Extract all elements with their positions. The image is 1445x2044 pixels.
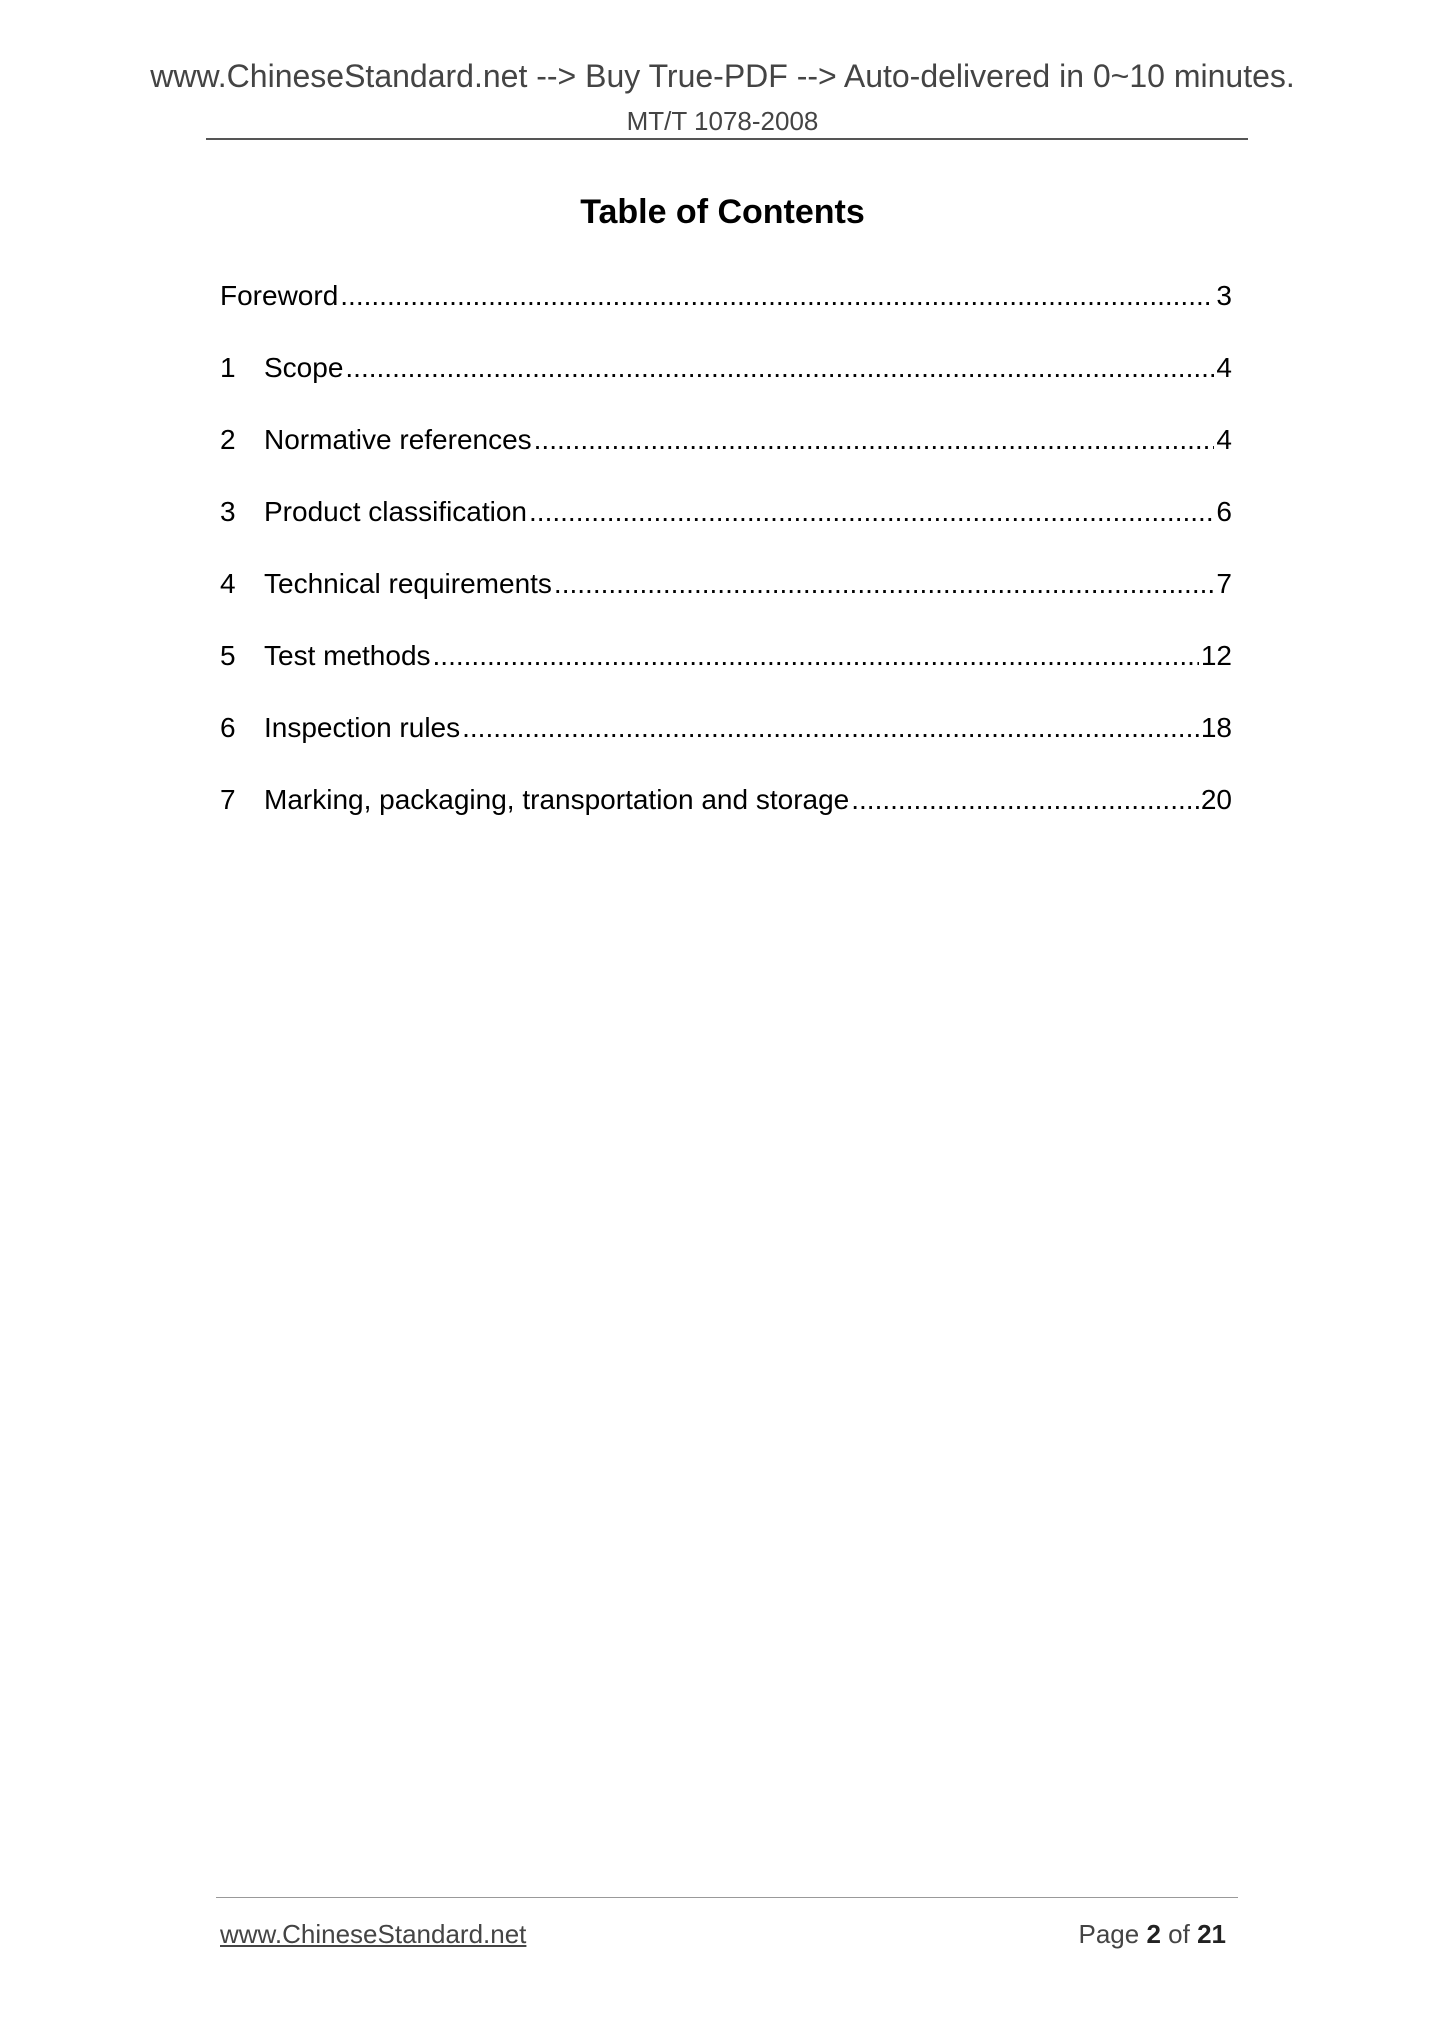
toc-entry-page: 4	[1216, 352, 1232, 383]
toc-entry-label: Foreword	[220, 280, 339, 311]
toc-entry-page: 20	[1200, 784, 1232, 815]
toc-entry-scope[interactable]	[220, 344, 1232, 416]
toc-entry-page: 4	[1216, 424, 1232, 455]
toc-title: Table of Contents	[580, 193, 865, 231]
footer-website-link[interactable]: www.ChineseStandard.net	[220, 1919, 527, 1949]
header-banner: www.ChineseStandard.net --> Buy True-PDF --> Auto-delivered in 0~10 minutes.	[150, 58, 1295, 94]
toc-entry-number: 1	[220, 352, 236, 383]
toc-entry-label: Inspection rules	[264, 712, 461, 743]
page-current: 2	[1146, 1919, 1161, 1949]
toc-entry-number: 2	[220, 424, 236, 455]
toc-entry-number: 7	[220, 784, 236, 815]
toc-entry-product-classification[interactable]	[220, 488, 1232, 560]
toc-entry-number: 6	[220, 712, 236, 743]
toc-leader-dots	[340, 272, 1214, 320]
toc-leader-dots	[462, 704, 1199, 752]
toc-leader-dots	[345, 344, 1214, 392]
footer-divider	[216, 1897, 1238, 1898]
toc-entry-label: Technical requirements	[264, 568, 552, 599]
toc-entry-number: 5	[220, 640, 236, 671]
toc-entry-number: 3	[220, 496, 236, 527]
toc-entry-page: 6	[1216, 496, 1232, 527]
toc-entry-page: 3	[1216, 280, 1232, 311]
header-divider	[206, 138, 1248, 140]
toc-list	[220, 272, 1232, 848]
toc-leader-dots	[534, 416, 1215, 464]
toc-entry-label: Scope	[264, 352, 344, 383]
page-total: 21	[1197, 1919, 1226, 1949]
toc-entry-page: 7	[1216, 568, 1232, 599]
toc-leader-dots	[554, 560, 1215, 608]
toc-entry-page: 18	[1200, 712, 1232, 743]
toc-entry-foreword[interactable]	[220, 272, 1232, 344]
toc-entry-technical-requirements[interactable]	[220, 560, 1232, 632]
toc-entry-test-methods[interactable]	[220, 632, 1232, 704]
toc-entry-inspection-rules[interactable]	[220, 704, 1232, 776]
page-of-word: of	[1168, 1919, 1190, 1949]
toc-entry-label: Test methods	[264, 640, 431, 671]
toc-leader-dots	[433, 632, 1199, 680]
toc-entry-label: Product classification	[264, 496, 528, 527]
toc-leader-dots	[851, 776, 1199, 824]
toc-leader-dots	[529, 488, 1214, 536]
toc-entry-number: 4	[220, 568, 236, 599]
toc-entry-label: Normative references	[264, 424, 532, 455]
toc-entry-marking-packaging[interactable]	[220, 776, 1232, 848]
page-number	[1078, 1917, 1226, 1951]
toc-entry-page: 12	[1200, 640, 1232, 671]
toc-entry-normative-references[interactable]	[220, 416, 1232, 488]
page-word: Page	[1078, 1919, 1140, 1949]
document-code: MT/T 1078-2008	[626, 106, 819, 136]
toc-entry-label: Marking, packaging, transportation and storage	[264, 784, 850, 815]
